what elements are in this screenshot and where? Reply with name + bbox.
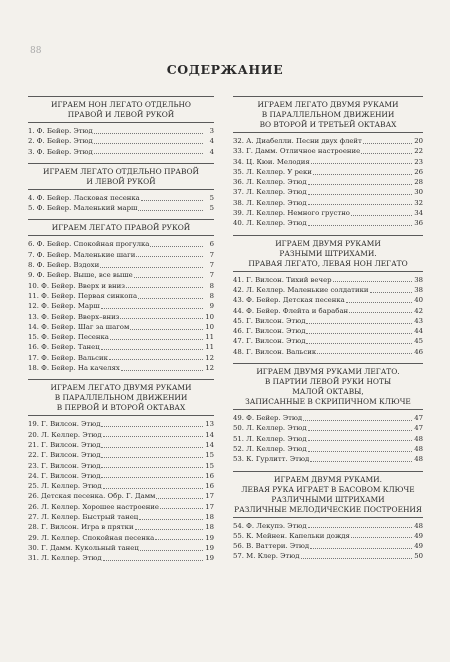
toc-entry — [233, 198, 423, 208]
toc-entry-title: 27. Л. Келлер. Быстрый танец — [28, 513, 139, 522]
dot-leader — [110, 339, 203, 340]
section-heading-line: МАЛОЙ ОКТАВЫ, — [292, 387, 364, 397]
toc-entry-page: 17 — [205, 492, 214, 501]
dot-leader — [370, 292, 413, 293]
dot-leader — [101, 349, 203, 350]
dot-leader — [150, 246, 203, 247]
toc-entry-page: 40 — [414, 296, 423, 305]
section-heading-line: В ПАРАЛЛЕЛЬНОМ ДВИЖЕНИИ — [54, 393, 188, 403]
toc-entry-page: 9 — [209, 302, 214, 311]
section-heading-line: РАЗЛИЧНЫЕ МЕЛОДИЧЕСКИЕ ПОСТРОЕНИЯ — [234, 504, 422, 514]
toc-entry-title: 28. Г. Вилсон. Игра в прятки — [28, 523, 134, 532]
toc-entry-page: 12 — [205, 353, 214, 362]
toc-entry-title: 2. Ф. Бейер. Этюд — [28, 137, 93, 146]
toc-entry-title: 57. М. Клер. Этюд — [233, 552, 300, 561]
toc-section — [28, 379, 214, 563]
dot-leader — [303, 420, 412, 421]
toc-entry-page: 8 — [209, 281, 214, 290]
toc-entry-title: 25. Л. Келлер. Этюд — [28, 482, 102, 491]
toc-entry-page: 47 — [414, 414, 423, 423]
toc-entry-page: 44 — [414, 327, 423, 336]
toc-entry — [28, 342, 214, 352]
dot-leader — [134, 277, 203, 278]
toc-entry — [28, 353, 214, 363]
toc-entry — [233, 423, 423, 433]
toc-entry-title: 29. Л. Келлер. Спокойная песенка — [28, 533, 155, 542]
dot-leader — [109, 359, 203, 360]
toc-entry — [233, 136, 423, 146]
toc-entry-title: 48. Г. Вилсон. Вальсик — [233, 347, 317, 356]
toc-entry-page: 22 — [414, 147, 423, 156]
dot-leader — [101, 308, 203, 309]
dot-leader — [94, 153, 203, 154]
section-heading-line: ИГРАЕМ ЛЕГАТО ДВУМЯ РУКАМИ — [257, 100, 399, 109]
toc-entry-title: 43. Ф. Бейер. Детская песенка — [233, 296, 345, 305]
page-title: СОДЕРЖАНИЕ — [166, 62, 284, 77]
section-heading-line: ИГРАЕМ ДВУМЯ РУКАМИ ЛЕГАТО. — [256, 367, 400, 377]
toc-entry-title: 20. Л. Келлер. Этюд — [28, 430, 102, 439]
toc-entry — [233, 551, 423, 561]
dot-leader — [308, 184, 412, 185]
toc-entry-title: 10. Ф. Бейер. Вверх и вниз — [28, 281, 125, 290]
toc-entry-page: 7 — [209, 261, 214, 270]
toc-entry-page: 43 — [414, 316, 423, 325]
toc-entry-page: 42 — [414, 306, 423, 315]
toc-entry — [28, 363, 214, 373]
toc-entry-page: 8 — [209, 291, 214, 300]
dot-leader — [101, 426, 203, 427]
toc-entry — [28, 502, 214, 512]
toc-entry-title: 38. Л. Келлер. Этюд — [233, 198, 307, 207]
toc-entry — [233, 167, 423, 177]
toc-entry-title: 40. Л. Келлер. Этюд — [233, 219, 307, 228]
toc-entry-page: 38 — [414, 285, 423, 294]
section-heading-line: В ПАРАЛЛЕЛЬНОМ ДВИЖЕНИИ — [261, 110, 395, 119]
toc-entry — [233, 187, 423, 197]
toc-entry-title: 9. Ф. Бейер. Выше, все выше — [28, 271, 133, 280]
dot-leader — [308, 527, 412, 528]
dot-leader — [317, 353, 412, 354]
dot-leader — [363, 143, 412, 144]
dot-leader — [103, 488, 203, 489]
toc-entry-page: 4 — [209, 137, 214, 146]
section-heading-line: ИГРАЕМ ЛЕГАТО ДВУМЯ РУКАМИ — [50, 383, 192, 393]
dot-leader — [306, 343, 412, 344]
toc-entry — [28, 250, 214, 260]
toc-entry — [233, 347, 423, 357]
toc-entry-title: 18. Ф. Бейер. На качелях — [28, 364, 120, 373]
dot-leader — [361, 153, 412, 154]
toc-section — [233, 363, 423, 464]
toc-entry-title: 49. Ф. Бейер. Этюд — [233, 414, 303, 423]
toc-entry-title: 23. Г. Вилсон. Этюд — [28, 461, 101, 470]
dot-leader — [306, 333, 412, 334]
toc-entry — [28, 440, 214, 450]
section-heading-line: ИГРАЕМ ЛЕГАТО ОТДЕЛЬНО ПРАВОЙ — [43, 166, 199, 176]
toc-entry-page: 15 — [205, 461, 214, 470]
toc-entry — [233, 316, 423, 326]
page-number: 88 — [30, 46, 42, 56]
toc-entry — [28, 193, 214, 203]
dot-leader — [100, 267, 203, 268]
toc-entry-page: 49 — [414, 531, 423, 540]
dot-leader — [136, 256, 203, 257]
toc-entry-page: 48 — [414, 455, 423, 464]
toc-entry-page: 48 — [414, 434, 423, 443]
toc-entry-title: 26. Детская песенка. Обр. Г. Дамм — [28, 492, 156, 501]
toc-entry-title: 17. Ф. Бейер. Вальсик — [28, 353, 108, 362]
toc-entry-title: 8. Ф. Бейер. Вздохи — [28, 261, 100, 270]
toc-entry-title: 4. Ф. Бейер. Ласковая песенка — [28, 193, 140, 202]
dot-leader — [130, 329, 203, 330]
toc-entry — [233, 541, 423, 551]
toc-section — [233, 96, 423, 229]
dot-leader — [139, 519, 203, 520]
section-heading-line: РАЗЛИЧНЫМИ ШТРИХАМИ — [271, 494, 385, 504]
dot-leader — [101, 477, 203, 478]
toc-entry — [28, 332, 214, 342]
toc-entry-title: 50. Л. Келлер. Этюд — [233, 424, 307, 433]
toc-entry-title: 34. Ц. Кюи. Мелодия — [233, 157, 310, 166]
section-heading-line: В ПАРТИИ ЛЕВОЙ РУКИ НОТЫ — [264, 377, 392, 387]
toc-entry — [233, 306, 423, 316]
toc-entry-title: 51. Л. Келлер. Этюд — [233, 434, 307, 443]
toc-entry-page: 13 — [205, 420, 214, 429]
toc-entry-title: 36. Л. Келлер. Этюд — [233, 178, 307, 187]
toc-entry-title: 33. Г. Дамм. Отличное настроение — [233, 147, 361, 156]
toc-entry-page: 11 — [205, 333, 214, 342]
toc-entry — [28, 491, 214, 501]
toc-section — [233, 235, 423, 357]
dot-leader — [308, 204, 412, 205]
toc-entry-page: 36 — [414, 219, 423, 228]
toc-entry-title: 44. Ф. Бейер. Флейта и барабан — [233, 306, 349, 315]
section-heading — [28, 163, 214, 190]
section-heading — [28, 96, 214, 123]
dot-leader — [308, 194, 412, 195]
toc-entry-title: 6. Ф. Бейер. Спокойная прогулка — [28, 240, 150, 249]
toc-entry-page: 20 — [414, 137, 423, 145]
toc-entry — [28, 533, 214, 543]
toc-section — [28, 219, 214, 373]
toc-entry-title: 37. Л. Келлер. Этюд — [233, 188, 307, 197]
toc-entry-title: 13. Ф. Бейер. Вверх–вниз — [28, 312, 120, 321]
toc-entry-title: 21. Г. Вилсон. Этюд — [28, 440, 101, 449]
dot-leader — [333, 281, 412, 282]
toc-entry-title: 26. Л. Келлер. Хорошее настроение — [28, 502, 159, 511]
dot-leader — [101, 467, 203, 468]
dot-leader — [156, 498, 203, 499]
section-heading — [28, 379, 214, 416]
toc-entry — [28, 419, 214, 429]
toc-entry — [28, 430, 214, 440]
dot-leader — [310, 461, 412, 462]
section-heading-line: И ЛЕВОЙ РУКОЙ — [86, 176, 156, 186]
toc-entry-page: 5 — [209, 193, 214, 202]
section-heading-line: ИГРАЕМ ЛЕГАТО ПРАВОЙ РУКОЙ — [51, 223, 191, 233]
toc-entry-page: 19 — [205, 533, 214, 542]
toc-entry-page: 47 — [414, 424, 423, 433]
toc-section — [233, 471, 423, 562]
dot-leader — [94, 133, 203, 134]
dot-leader — [103, 560, 203, 561]
toc-entry — [28, 126, 214, 136]
dot-leader — [140, 550, 203, 551]
section-heading-line: ИГРАЕМ ДВУМЯ РУКАМИ. — [274, 474, 382, 484]
toc-entry — [233, 434, 423, 444]
toc-entry-title: 16. Ф. Бейер. Танец — [28, 343, 100, 352]
toc-entry-title: 42. Л. Келлер. Маленькие солдатики — [233, 285, 369, 294]
toc-entry-title: 41. Г. Вилсон. Тихий вечер — [233, 275, 332, 284]
toc-entry — [233, 521, 423, 531]
toc-entry — [28, 461, 214, 471]
toc-entry-page: 5 — [209, 204, 214, 213]
toc-entry — [233, 295, 423, 305]
dot-leader — [101, 457, 203, 458]
toc-entry — [28, 260, 214, 270]
toc-entry — [233, 285, 423, 295]
toc-section — [28, 163, 214, 214]
toc-entry-page: 18 — [205, 523, 214, 532]
toc-entry — [233, 208, 423, 218]
dot-leader — [351, 537, 412, 538]
toc-entry-title: 39. Л. Келлер. Немного грустно — [233, 209, 350, 218]
toc-entry-title: 47. Г. Вилсон. Этюд — [233, 337, 306, 346]
toc-entry-title: 14. Ф. Бейер. Шаг за шагом — [28, 322, 130, 331]
toc-entry-page: 7 — [209, 271, 214, 280]
section-heading — [233, 363, 423, 410]
toc-entry-page: 12 — [205, 364, 214, 373]
dot-leader — [313, 174, 412, 175]
toc-entry-page: 45 — [414, 337, 423, 346]
toc-entry — [233, 413, 423, 423]
toc-entry-page: 49 — [414, 542, 423, 551]
toc-entry-page: 48 — [414, 444, 423, 453]
toc-entry-page: 30 — [414, 188, 423, 197]
toc-entry — [233, 326, 423, 336]
section-heading-line: ВО ВТОРОЙ И ТРЕТЬЕЙ ОКТАВАХ — [259, 120, 397, 129]
dot-leader — [308, 430, 412, 431]
section-heading-line: ПРАВАЯ ЛЕГАТО, ЛЕВАЯ НОН ЛЕГАТО — [248, 258, 408, 268]
section-heading — [28, 219, 214, 236]
toc-entry-page: 23 — [414, 157, 423, 166]
toc-entry-page: 11 — [205, 343, 214, 352]
toc-entry — [28, 301, 214, 311]
toc-entry-title: 31. Л. Келлер. Этюд — [28, 554, 102, 563]
toc-entry-title: 46. Г. Вилсон. Этюд — [233, 327, 306, 336]
toc-entry-page: 10 — [205, 322, 214, 331]
toc-entry-title: 55. К. Мейнен. Капельки дождя — [233, 531, 350, 540]
dot-leader — [308, 225, 412, 226]
toc-entry — [28, 203, 214, 213]
toc-entry-page: 4 — [209, 147, 214, 156]
toc-entry — [28, 291, 214, 301]
dot-leader — [121, 370, 203, 371]
toc-entry — [28, 270, 214, 280]
toc-entry — [28, 522, 214, 532]
dot-leader — [346, 302, 412, 303]
dot-leader — [311, 163, 412, 164]
dot-leader — [155, 539, 203, 540]
section-heading-line: ИГРАЕМ ДВУМЯ РУКАМИ — [275, 238, 381, 248]
right-column — [233, 96, 423, 568]
dot-leader — [351, 215, 412, 216]
toc-entry — [28, 281, 214, 291]
toc-entry-page: 32 — [414, 198, 423, 207]
toc-entry-title: 12. Ф. Бейер. Марш — [28, 302, 100, 311]
toc-entry-page: 28 — [414, 178, 423, 187]
dot-leader — [101, 447, 203, 448]
section-heading-line: ЗАПИСАННЫЕ В СКРИПИЧНОМ КЛЮЧЕ — [245, 397, 411, 407]
section-heading — [233, 235, 423, 272]
dot-leader — [306, 323, 412, 324]
toc-entry-title: 30. Г. Дамм. Кукольный танец — [28, 543, 139, 552]
toc-entry-page: 19 — [205, 543, 214, 552]
toc-entry — [233, 531, 423, 541]
toc-entry-title: 24. Г. Вилсон. Этюд — [28, 471, 101, 480]
toc-entry-page: 19 — [205, 554, 214, 563]
dot-leader — [94, 143, 203, 144]
toc-entry — [28, 471, 214, 481]
section-heading-line: ИГРАЕМ НОН ЛЕГАТО ОТДЕЛЬНО — [51, 100, 191, 109]
toc-entry — [28, 239, 214, 249]
toc-entry — [28, 553, 214, 563]
section-heading-line: ЛЕВАЯ РУКА ИГРАЕТ В БАСОВОМ КЛЮЧЕ — [241, 484, 415, 494]
dot-leader — [103, 436, 203, 437]
toc-entry-page: 46 — [414, 347, 423, 356]
toc-entry-title: 7. Ф. Бейер. Маленькие шаги — [28, 250, 136, 259]
dot-leader — [135, 529, 203, 530]
left-column — [28, 96, 214, 570]
toc-entry-title: 11. Ф. Бейер. Первая синкопа — [28, 291, 138, 300]
toc-entry-page: 18 — [205, 513, 214, 522]
toc-entry — [233, 218, 423, 228]
toc-entry-title: 53. К. Гурлитт. Этюд — [233, 455, 310, 464]
toc-entry — [233, 275, 423, 285]
toc-entry — [28, 312, 214, 322]
toc-entry — [28, 450, 214, 460]
dot-leader — [141, 200, 203, 201]
toc-entry-page: 6 — [209, 240, 214, 249]
toc-entry-title: 3. Ф. Бейер. Этюд — [28, 147, 93, 156]
toc-entry-title: 35. Л. Келлер. У реки — [233, 167, 312, 176]
toc-entry-title: 56. В. Ваттери. Этюд — [233, 542, 310, 551]
toc-entry — [233, 336, 423, 346]
toc-entry-page: 3 — [209, 127, 214, 135]
toc-entry — [233, 444, 423, 454]
toc-entry-page: 16 — [205, 482, 214, 491]
toc-entry-title: 5. Ф. Бейер. Маленький марш — [28, 204, 138, 213]
section-heading-line: В ПЕРВОЙ И ВТОРОЙ ОКТАВАХ — [56, 403, 186, 413]
dot-leader — [308, 440, 412, 441]
toc-entry-page: 17 — [205, 502, 214, 511]
toc-entry — [233, 454, 423, 464]
toc-entry-title: 19. Г. Вилсон. Этюд — [28, 420, 101, 429]
toc-entry — [28, 543, 214, 553]
toc-entry-page: 14 — [205, 440, 214, 449]
toc-entry — [28, 147, 214, 157]
toc-entry — [233, 146, 423, 156]
toc-entry-title: 22. Г. Вилсон. Этюд — [28, 451, 101, 460]
dot-leader — [301, 558, 413, 559]
toc-entry-title: 1. Ф. Бейер. Этюд — [28, 127, 93, 135]
section-heading — [233, 96, 423, 133]
toc-entry — [28, 322, 214, 332]
dot-leader — [310, 548, 412, 549]
toc-entry-page: 16 — [205, 471, 214, 480]
toc-entry — [28, 136, 214, 146]
section-heading-line: РАЗНЫМИ ШТРИХАМИ. — [279, 248, 377, 258]
dot-leader — [349, 312, 412, 313]
toc-entry — [233, 177, 423, 187]
toc-entry — [233, 157, 423, 167]
toc-entry-page: 26 — [414, 167, 423, 176]
toc-entry-page: 7 — [209, 250, 214, 259]
dot-leader — [308, 451, 412, 452]
dot-leader — [126, 287, 203, 288]
toc-entry-page: 10 — [205, 312, 214, 321]
toc-entry-title: 52. Л. Келлер. Этюд — [233, 444, 307, 453]
dot-leader — [138, 210, 203, 211]
dot-leader — [160, 508, 203, 509]
toc-entry-page: 48 — [414, 521, 423, 530]
toc-entry-page: 15 — [205, 451, 214, 460]
toc-entry-title: 32. А. Диабелли. Песни двух флейт — [233, 137, 362, 145]
toc-entry — [28, 512, 214, 522]
toc-entry-page: 34 — [414, 209, 423, 218]
toc-section — [28, 96, 214, 157]
section-heading — [233, 471, 423, 518]
section-heading-line: ПРАВОЙ И ЛЕВОЙ РУКОЙ — [67, 110, 175, 119]
toc-entry — [28, 481, 214, 491]
toc-entry-page: 38 — [414, 275, 423, 284]
toc-entry-page: 50 — [414, 552, 423, 561]
dot-leader — [138, 298, 203, 299]
toc-entry-title: 45. Г. Вилсон. Этюд — [233, 316, 306, 325]
toc-entry-page: 14 — [205, 430, 214, 439]
toc-entry-title: 54. Ф. Лекупэ. Этюд — [233, 521, 307, 530]
toc-entry-title: 15. Ф. Бейер. Песенка — [28, 333, 109, 342]
dot-leader — [120, 318, 203, 319]
